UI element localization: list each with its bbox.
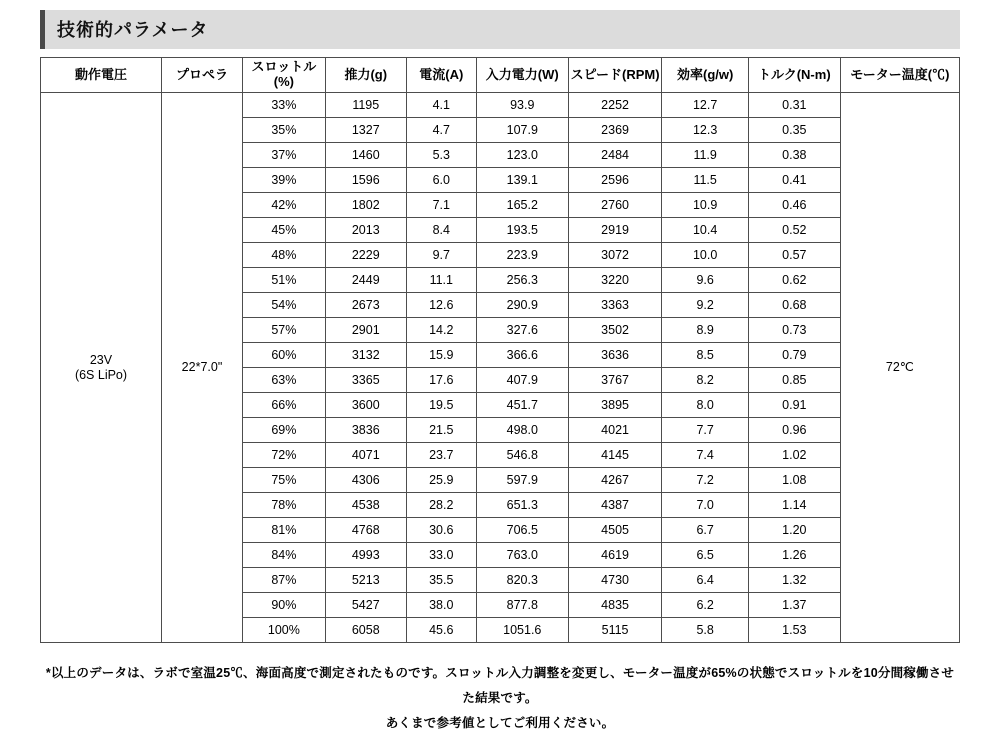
cell-torque: 0.91: [748, 393, 840, 418]
cell-thrust: 6058: [325, 618, 406, 643]
operating-voltage-battery: (6S LiPo): [74, 367, 128, 382]
cell-speed: 3767: [568, 368, 662, 393]
cell-power: 327.6: [476, 318, 568, 343]
cell-power: 193.5: [476, 218, 568, 243]
cell-throttle: 42%: [242, 193, 325, 218]
cell-torque: 1.02: [748, 443, 840, 468]
cell-current: 45.6: [406, 618, 476, 643]
cell-power: 877.8: [476, 593, 568, 618]
cell-torque: 1.53: [748, 618, 840, 643]
cell-thrust: 1327: [325, 118, 406, 143]
cell-torque: 1.32: [748, 568, 840, 593]
cell-throttle: 66%: [242, 393, 325, 418]
cell-throttle: 48%: [242, 243, 325, 268]
cell-efficiency: 12.3: [662, 118, 748, 143]
cell-speed: 2484: [568, 143, 662, 168]
cell-throttle: 72%: [242, 443, 325, 468]
cell-throttle: 57%: [242, 318, 325, 343]
cell-efficiency: 11.9: [662, 143, 748, 168]
cell-efficiency: 6.5: [662, 543, 748, 568]
cell-speed: 3636: [568, 343, 662, 368]
cell-power: 763.0: [476, 543, 568, 568]
cell-efficiency: 10.4: [662, 218, 748, 243]
cell-thrust: 4071: [325, 443, 406, 468]
cell-throttle: 90%: [242, 593, 325, 618]
cell-speed: 4267: [568, 468, 662, 493]
cell-power: 139.1: [476, 168, 568, 193]
cell-thrust: 2013: [325, 218, 406, 243]
cell-power: 290.9: [476, 293, 568, 318]
cell-efficiency: 7.0: [662, 493, 748, 518]
footnote-line-1: *以上のデータは、ラボで室温25℃、海面高度で測定されたものです。スロットル入力調整を変更し、モーター温度が65%の状態でスロットルを10分間稼働させた結果です。: [45, 666, 955, 705]
cell-torque: 0.31: [748, 93, 840, 118]
cell-throttle: 84%: [242, 543, 325, 568]
column-header-efficiency: 効率(g/w): [662, 58, 748, 93]
cell-throttle: 33%: [242, 93, 325, 118]
cell-throttle: 81%: [242, 518, 325, 543]
cell-operating-voltage: [41, 93, 162, 643]
cell-speed: 4730: [568, 568, 662, 593]
table-row: [41, 93, 960, 118]
column-header-speed: スピード(RPM): [568, 58, 662, 93]
cell-speed: 2252: [568, 93, 662, 118]
cell-thrust: 4993: [325, 543, 406, 568]
cell-speed: 3895: [568, 393, 662, 418]
cell-thrust: 3132: [325, 343, 406, 368]
cell-efficiency: 8.5: [662, 343, 748, 368]
cell-speed: 5115: [568, 618, 662, 643]
cell-torque: 1.20: [748, 518, 840, 543]
cell-thrust: 5213: [325, 568, 406, 593]
cell-current: 9.7: [406, 243, 476, 268]
cell-power: 407.9: [476, 368, 568, 393]
cell-thrust: 1460: [325, 143, 406, 168]
cell-throttle: 45%: [242, 218, 325, 243]
cell-power: 706.5: [476, 518, 568, 543]
cell-speed: 4835: [568, 593, 662, 618]
cell-current: 11.1: [406, 268, 476, 293]
cell-thrust: 4538: [325, 493, 406, 518]
cell-current: 7.1: [406, 193, 476, 218]
cell-current: 4.7: [406, 118, 476, 143]
cell-speed: 2919: [568, 218, 662, 243]
cell-efficiency: 7.7: [662, 418, 748, 443]
cell-power: 597.9: [476, 468, 568, 493]
cell-thrust: 4306: [325, 468, 406, 493]
cell-throttle: 54%: [242, 293, 325, 318]
cell-torque: 1.26: [748, 543, 840, 568]
cell-power: 165.2: [476, 193, 568, 218]
cell-torque: 0.73: [748, 318, 840, 343]
cell-efficiency: 6.7: [662, 518, 748, 543]
cell-speed: 4619: [568, 543, 662, 568]
cell-current: 17.6: [406, 368, 476, 393]
cell-torque: 0.41: [748, 168, 840, 193]
cell-current: 19.5: [406, 393, 476, 418]
cell-throttle: 35%: [242, 118, 325, 143]
cell-current: 4.1: [406, 93, 476, 118]
cell-torque: 0.38: [748, 143, 840, 168]
cell-power: 366.6: [476, 343, 568, 368]
page-title: 技術的パラメータ: [40, 10, 960, 49]
cell-speed: 2596: [568, 168, 662, 193]
cell-power: 223.9: [476, 243, 568, 268]
cell-thrust: 1596: [325, 168, 406, 193]
cell-throttle: 37%: [242, 143, 325, 168]
cell-thrust: 4768: [325, 518, 406, 543]
cell-torque: 0.35: [748, 118, 840, 143]
cell-speed: 2760: [568, 193, 662, 218]
cell-throttle: 87%: [242, 568, 325, 593]
cell-power: 546.8: [476, 443, 568, 468]
cell-torque: 0.52: [748, 218, 840, 243]
footnote-line-2: あくまで参考値としてご利用ください。: [385, 716, 615, 730]
cell-throttle: 69%: [242, 418, 325, 443]
cell-power: 651.3: [476, 493, 568, 518]
cell-current: 8.4: [406, 218, 476, 243]
cell-torque: 0.85: [748, 368, 840, 393]
footnote: [40, 661, 960, 736]
cell-thrust: 2901: [325, 318, 406, 343]
column-header-voltage: 動作電圧: [41, 58, 162, 93]
cell-torque: 1.37: [748, 593, 840, 618]
cell-thrust: 3836: [325, 418, 406, 443]
cell-current: 33.0: [406, 543, 476, 568]
cell-thrust: 1802: [325, 193, 406, 218]
column-header-thrust: 推力(g): [325, 58, 406, 93]
cell-current: 23.7: [406, 443, 476, 468]
cell-current: 30.6: [406, 518, 476, 543]
cell-power: 123.0: [476, 143, 568, 168]
cell-current: 6.0: [406, 168, 476, 193]
cell-efficiency: 8.9: [662, 318, 748, 343]
cell-power: 1051.6: [476, 618, 568, 643]
cell-power: 107.9: [476, 118, 568, 143]
column-header-current: 電流(A): [406, 58, 476, 93]
cell-speed: 4145: [568, 443, 662, 468]
cell-speed: 3220: [568, 268, 662, 293]
cell-propeller: 22*7.0": [161, 93, 242, 643]
cell-thrust: 1195: [325, 93, 406, 118]
cell-efficiency: 9.2: [662, 293, 748, 318]
cell-throttle: 51%: [242, 268, 325, 293]
cell-torque: 0.68: [748, 293, 840, 318]
cell-speed: 3363: [568, 293, 662, 318]
column-header-throttle: スロットル(%): [242, 58, 325, 93]
cell-throttle: 78%: [242, 493, 325, 518]
cell-efficiency: 5.8: [662, 618, 748, 643]
cell-torque: 1.14: [748, 493, 840, 518]
cell-speed: 3502: [568, 318, 662, 343]
cell-current: 38.0: [406, 593, 476, 618]
cell-power: 820.3: [476, 568, 568, 593]
cell-current: 5.3: [406, 143, 476, 168]
cell-efficiency: 8.2: [662, 368, 748, 393]
column-header-motor-temp: モーター温度(℃): [840, 58, 959, 93]
column-header-power: 入力電力(W): [476, 58, 568, 93]
cell-current: 12.6: [406, 293, 476, 318]
cell-current: 14.2: [406, 318, 476, 343]
cell-torque: 0.57: [748, 243, 840, 268]
cell-torque: 0.62: [748, 268, 840, 293]
table-body: [41, 93, 960, 643]
table-header-row: [41, 58, 960, 93]
operating-voltage-value: 23V: [89, 353, 113, 368]
cell-throttle: 75%: [242, 468, 325, 493]
cell-torque: 0.46: [748, 193, 840, 218]
cell-thrust: 3365: [325, 368, 406, 393]
cell-speed: 4021: [568, 418, 662, 443]
cell-throttle: 63%: [242, 368, 325, 393]
cell-current: 28.2: [406, 493, 476, 518]
cell-power: 93.9: [476, 93, 568, 118]
cell-current: 25.9: [406, 468, 476, 493]
cell-efficiency: 6.4: [662, 568, 748, 593]
table-header: [41, 58, 960, 93]
cell-speed: 3072: [568, 243, 662, 268]
cell-current: 15.9: [406, 343, 476, 368]
cell-efficiency: 8.0: [662, 393, 748, 418]
cell-current: 35.5: [406, 568, 476, 593]
cell-power: 498.0: [476, 418, 568, 443]
cell-power: 451.7: [476, 393, 568, 418]
cell-current: 21.5: [406, 418, 476, 443]
cell-thrust: 5427: [325, 593, 406, 618]
technical-parameters-table: [40, 57, 960, 643]
cell-efficiency: 10.0: [662, 243, 748, 268]
cell-speed: 4387: [568, 493, 662, 518]
column-header-torque: トルク(N-m): [748, 58, 840, 93]
cell-speed: 2369: [568, 118, 662, 143]
cell-efficiency: 7.2: [662, 468, 748, 493]
cell-throttle: 100%: [242, 618, 325, 643]
cell-thrust: 3600: [325, 393, 406, 418]
column-header-propeller: プロペラ: [161, 58, 242, 93]
cell-thrust: 2229: [325, 243, 406, 268]
cell-throttle: 39%: [242, 168, 325, 193]
cell-efficiency: 11.5: [662, 168, 748, 193]
cell-efficiency: 9.6: [662, 268, 748, 293]
cell-thrust: 2449: [325, 268, 406, 293]
cell-efficiency: 12.7: [662, 93, 748, 118]
cell-efficiency: 7.4: [662, 443, 748, 468]
cell-thrust: 2673: [325, 293, 406, 318]
cell-power: 256.3: [476, 268, 568, 293]
cell-torque: 0.96: [748, 418, 840, 443]
cell-throttle: 60%: [242, 343, 325, 368]
cell-efficiency: 10.9: [662, 193, 748, 218]
cell-speed: 4505: [568, 518, 662, 543]
cell-efficiency: 6.2: [662, 593, 748, 618]
cell-torque: 1.08: [748, 468, 840, 493]
cell-motor-temperature: 72℃: [840, 93, 959, 643]
cell-torque: 0.79: [748, 343, 840, 368]
